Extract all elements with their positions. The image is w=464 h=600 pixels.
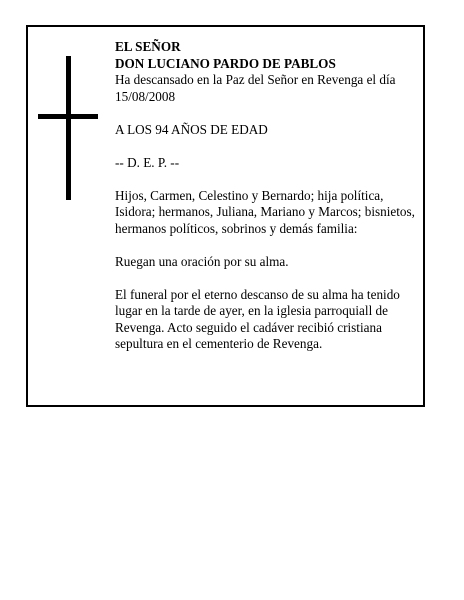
notice-text bbox=[115, 39, 420, 369]
death-statement: Ha descansado en la Paz del Señor en Revenga el día bbox=[115, 72, 396, 87]
obituary-notice bbox=[26, 25, 425, 407]
deceased-name: DON LUCIANO PARDO DE PABLOS bbox=[115, 55, 336, 71]
prayer-request: Ruegan una oración por su alma. bbox=[115, 253, 289, 269]
cross-vertical-bar bbox=[66, 56, 71, 200]
rip-line: -- D. E. P. -- bbox=[115, 154, 180, 170]
family-list: Hijos, Carmen, Celestino y Bernardo; hija política, Isidora; hermanos, Juliana, Mariano y Marcos; bisnietos, hermanos políticos, sobrinos y demás familia: bbox=[115, 187, 415, 236]
funeral-details: El funeral por el eterno descanso de su alma ha tenido lugar en la tarde de ayer, en la iglesia parroquiall de Revenga. Acto seguido el cadáver recibió cristiana sepultura en el cementerio de Revenga. bbox=[115, 286, 400, 351]
cross-horizontal-bar bbox=[38, 114, 98, 119]
death-date: 15/08/2008 bbox=[115, 88, 176, 104]
honorific: EL SEÑOR bbox=[115, 39, 181, 54]
age-statement: A LOS 94 AÑOS DE EDAD bbox=[115, 121, 268, 137]
cross-icon bbox=[38, 56, 98, 200]
